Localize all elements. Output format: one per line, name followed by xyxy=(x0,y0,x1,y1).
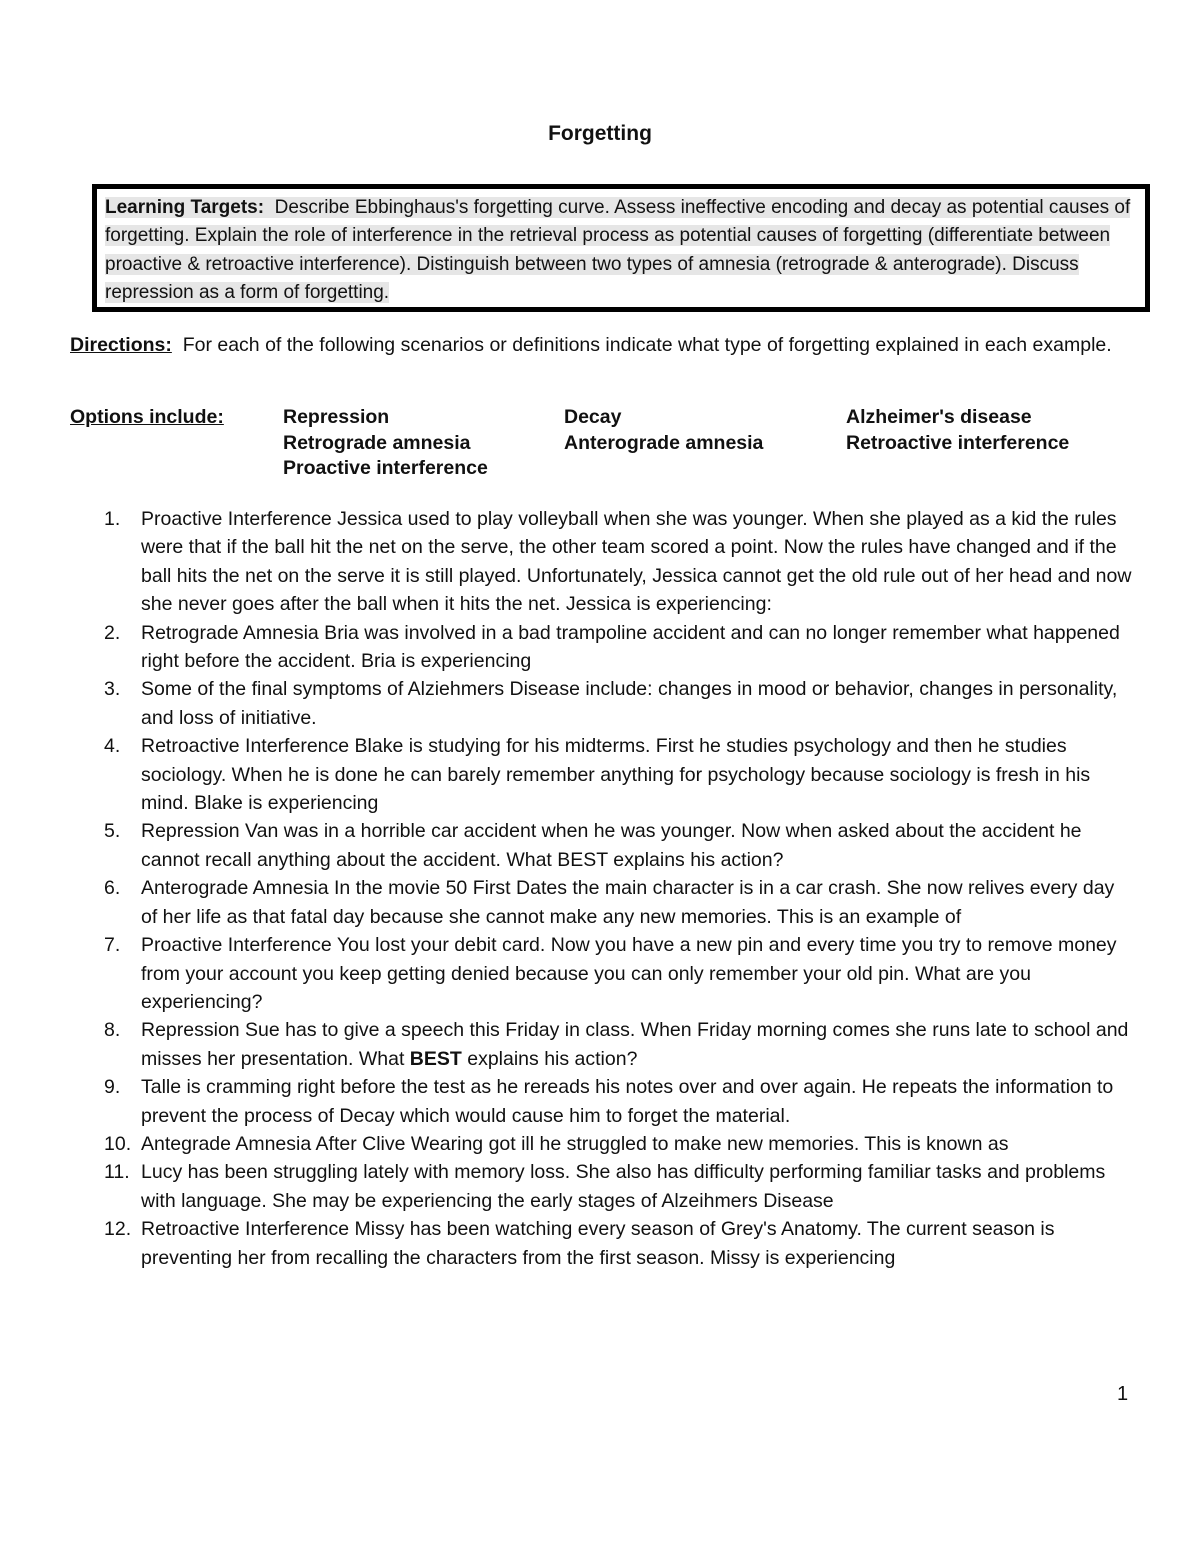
question-list xyxy=(104,505,1134,1272)
option-item: Retrograde amnesia xyxy=(283,432,471,454)
option-item: Repression xyxy=(283,406,390,428)
question-item xyxy=(104,1016,1134,1073)
question-text: Lucy has been struggling lately with memory loss. She also has difficulty performing familiar tasks and problems with language. She may be experiencing the early stages of Alzeihmers Disease xyxy=(141,1161,1106,1212)
page-title: Forgetting xyxy=(548,122,652,145)
learning-targets-label: Learning Targets: xyxy=(105,197,265,218)
question-text: Retrograde Amnesia Bria was involved in a bad trampoline accident and can no longer remember what happened right before the accident. Bria is experiencing xyxy=(141,621,1120,673)
directions xyxy=(70,332,1135,358)
option-item: Anterograde amnesia xyxy=(564,432,764,454)
question-text-after: explains his action? xyxy=(461,1047,638,1070)
question-item xyxy=(104,1073,1134,1130)
question-text: Repression Van was in a horrible car accident when he was younger. Now when asked about the accident he cannot recall anything about the accident. What BEST explains his action? xyxy=(141,820,1082,871)
question-item xyxy=(104,619,1134,676)
question-number: 11. xyxy=(104,1161,130,1184)
option-item: Retroactive interference xyxy=(846,432,1070,454)
learning-targets-highlight xyxy=(105,197,1130,303)
option-item: Decay xyxy=(564,406,622,428)
question-number: 1. xyxy=(104,508,121,530)
question-number: 4. xyxy=(104,735,121,758)
option-item: Alzheimer's disease xyxy=(846,406,1032,428)
question-text: Retroactive Interference Missy has been watching every season of Grey's Anatomy. The current season is preventing her from recalling the characters from the first season. Missy is experiencing xyxy=(141,1218,1055,1269)
question-item xyxy=(104,505,1134,619)
question-text: Proactive Interference You lost your debit card. Now you have a new pin and every time you try to remove money from your account you keep getting denied because you can only remember your old pin. What are you experiencing? xyxy=(141,934,1117,1013)
question-bold-word: BEST xyxy=(409,1047,462,1070)
options-label: Options include: xyxy=(70,406,224,428)
question-text: Some of the final symptoms of Alziehmers Disease include: changes in mood or behavior, changes in personality, and loss of initiative. xyxy=(141,678,1118,729)
question-text-before: Repression Sue has to give a speech this Friday in class. When Friday morning comes she runs late to school and misses her presentation. What xyxy=(141,1019,1129,1070)
question-number: 7. xyxy=(104,934,121,957)
question-text: Proactive Interference Jessica used to play volleyball when she was younger. When she played as a kid the rules were that if the ball hit the net on the serve, the other team scored a point. Now the rules have changed and if the ball hits the net on the serve it is still played. Unfortunately, Jessica cannot get the old rule out of her head and now she never goes after the ball when it hits the net. Jessica is experiencing: xyxy=(141,508,1132,616)
question-item xyxy=(104,1130,1134,1158)
question-item xyxy=(104,732,1134,817)
question-item xyxy=(104,1158,1134,1215)
question-text: Retroactive Interference Blake is studying for his midterms. First he studies psychology and then he studies sociology. When he is done he can barely remember anything for psychology because sociology is fresh in his mind. Blake is experiencing xyxy=(141,735,1091,815)
question-number: 3. xyxy=(104,678,121,701)
question-number: 2. xyxy=(104,621,121,644)
question-item xyxy=(104,874,1134,931)
question-text: Talle is cramming right before the test as he rereads his notes over and over again. He repeats the information to prevent the process of Decay which would cause him to forget the material. xyxy=(141,1076,1114,1127)
option-item: Proactive interference xyxy=(283,457,488,479)
question-number: 8. xyxy=(104,1019,121,1042)
question-item xyxy=(104,817,1134,874)
question-number: 5. xyxy=(104,820,121,843)
learning-targets-box xyxy=(92,184,1150,312)
directions-text: For each of the following scenarios or definitions indicate what type of forgetting explained in each example. xyxy=(182,334,1112,356)
directions-label: Directions: xyxy=(70,334,172,356)
question-item xyxy=(104,931,1134,1016)
question-item xyxy=(104,1215,1134,1272)
question-number: 12. xyxy=(104,1218,132,1241)
page-number: 1 xyxy=(1117,1383,1129,1405)
question-text: Antegrade Amnesia After Clive Wearing got ill he struggled to make new memories. This is known as xyxy=(141,1132,1009,1155)
question-item xyxy=(104,675,1134,732)
question-number: 9. xyxy=(104,1076,121,1099)
learning-targets-text: Describe Ebbinghaus's forgetting curve. Assess ineffective encoding and decay as potential causes of forgetting. Explain the role of interference in the retrieval process as potential causes of forgetting (differentiate between proactive & retroactive interference). Distinguish between two types of amnesia (retrograde & anterograde). Discuss repression as a form of forgetting. xyxy=(105,197,1131,304)
question-number: 6. xyxy=(104,877,121,900)
options-block xyxy=(70,406,1150,486)
question-text: Anterograde Amnesia In the movie 50 First Dates the main character is in a car crash. She now relives every day of her life as that fatal day because she cannot make any new memories. This is an example of xyxy=(141,877,1115,928)
question-number: 10. xyxy=(104,1132,132,1155)
